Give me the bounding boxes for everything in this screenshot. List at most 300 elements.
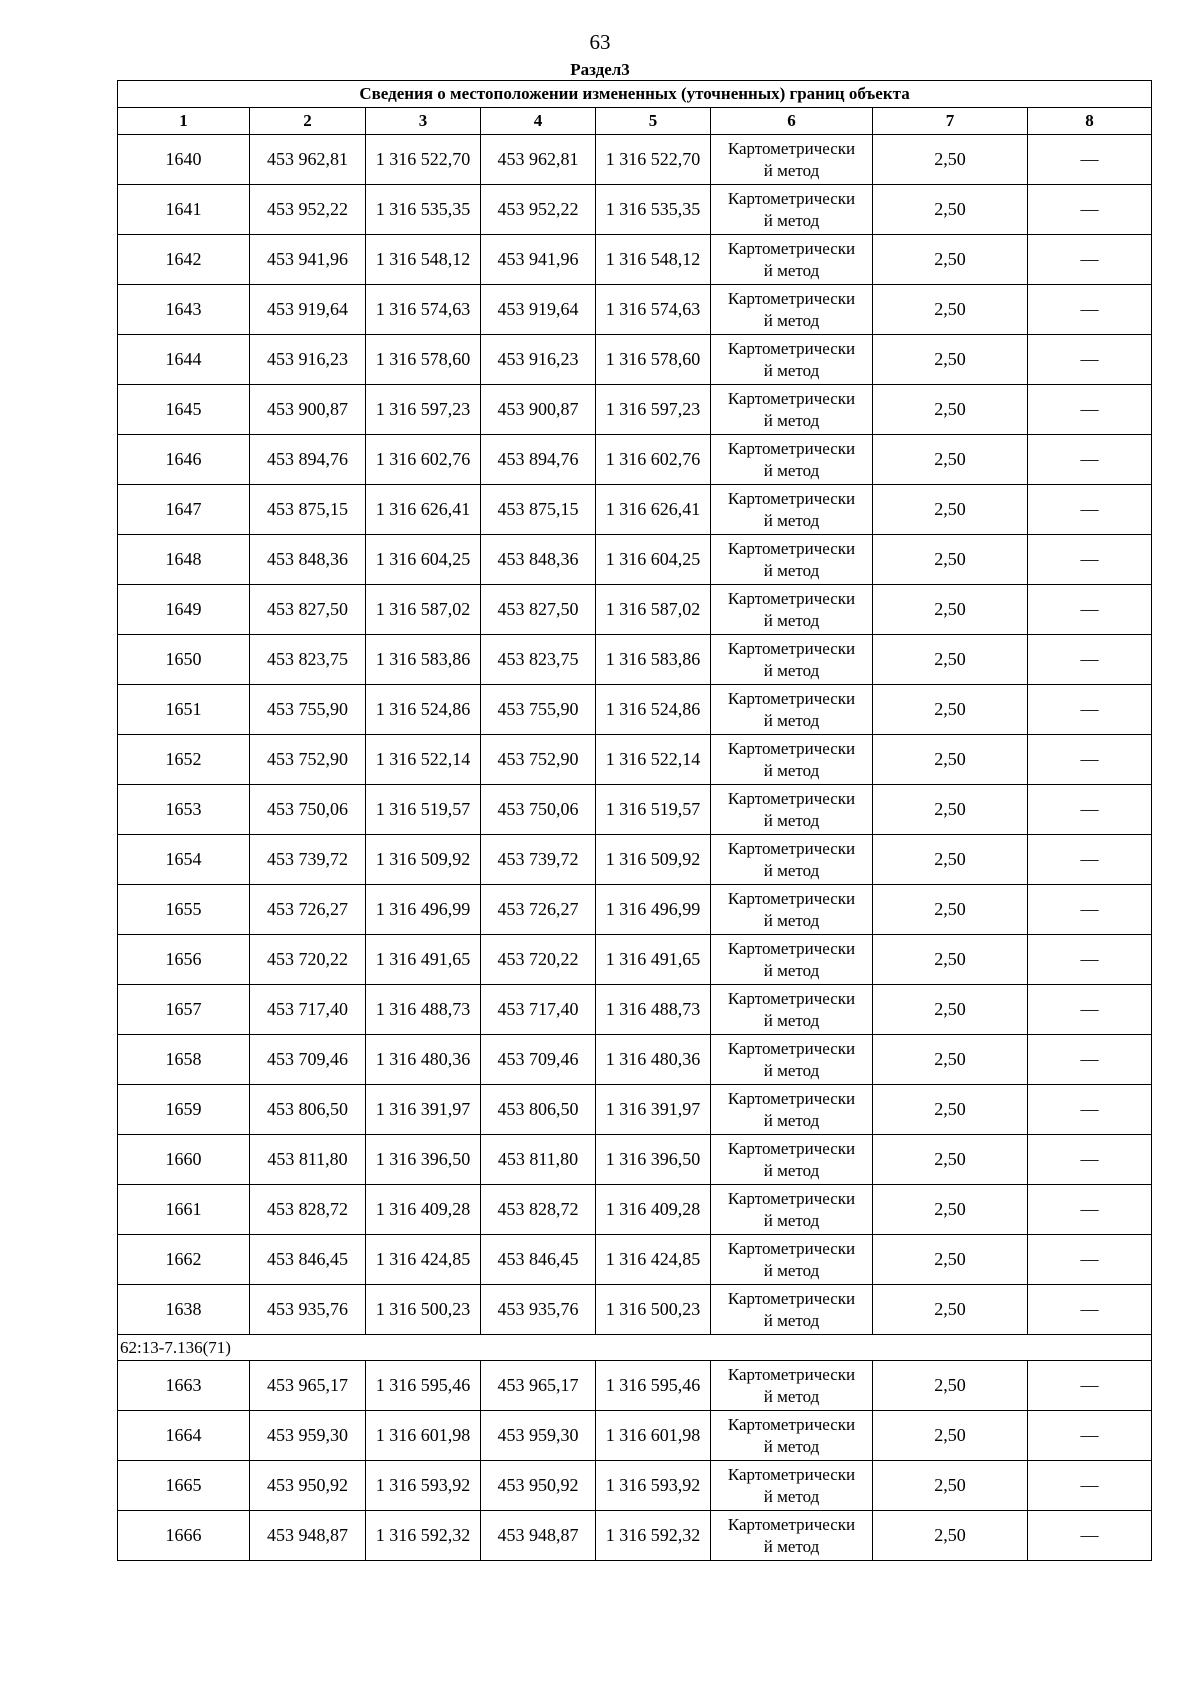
existing-x-cell: 453 894,76 [250,435,366,485]
table-row [118,1461,1152,1511]
existing-y-cell: 1 316 391,97 [366,1085,481,1135]
new-x-cell: 453 965,17 [481,1361,596,1411]
accuracy-cell: 2,50 [873,885,1028,935]
new-y-cell: 1 316 602,76 [596,435,711,485]
existing-x-cell: 453 916,23 [250,335,366,385]
accuracy-cell: 2,50 [873,735,1028,785]
description-cell: — [1028,335,1152,385]
existing-x-cell: 453 806,50 [250,1085,366,1135]
method-line: Картометрически [727,1238,856,1258]
method-line: й метод [763,260,820,280]
accuracy-cell: 2,50 [873,485,1028,535]
method-line: Картометрически [727,488,856,508]
new-y-cell: 1 316 409,28 [596,1185,711,1235]
table-row [118,935,1152,985]
new-y-cell: 1 316 583,86 [596,635,711,685]
existing-x-cell: 453 941,96 [250,235,366,285]
point-number-cell: 1655 [118,885,250,935]
method-line: Картометрически [727,1364,856,1384]
existing-y-cell: 1 316 601,98 [366,1411,481,1461]
method-cell [711,1461,873,1511]
new-y-cell: 1 316 578,60 [596,335,711,385]
method-cell [711,885,873,935]
column-number-row [118,108,1152,135]
method-line: Картометрически [727,1464,856,1484]
existing-x-cell: 453 919,64 [250,285,366,335]
new-y-cell: 1 316 491,65 [596,935,711,985]
method-line: й метод [763,910,820,930]
table-row [118,1035,1152,1085]
point-number-cell: 1645 [118,385,250,435]
new-x-cell: 453 950,92 [481,1461,596,1511]
method-line: й метод [763,610,820,630]
new-y-cell: 1 316 604,25 [596,535,711,585]
description-cell: — [1028,185,1152,235]
table-row [118,185,1152,235]
method-cell [711,185,873,235]
method-cell [711,1285,873,1335]
new-y-cell: 1 316 509,92 [596,835,711,885]
method-cell [711,335,873,385]
method-line: й метод [763,510,820,530]
description-cell: — [1028,1411,1152,1461]
method-line: й метод [763,660,820,680]
method-cell [711,535,873,585]
existing-x-cell: 453 709,46 [250,1035,366,1085]
description-cell: — [1028,785,1152,835]
existing-x-cell: 453 717,40 [250,985,366,1035]
table-row [118,785,1152,835]
description-cell: — [1028,985,1152,1035]
new-y-cell: 1 316 488,73 [596,985,711,1035]
existing-y-cell: 1 316 587,02 [366,585,481,635]
table-row [118,1285,1152,1335]
method-cell [711,985,873,1035]
new-y-cell: 1 316 595,46 [596,1361,711,1411]
new-y-cell: 1 316 601,98 [596,1411,711,1461]
table-row [118,635,1152,685]
method-cell [711,1035,873,1085]
new-x-cell: 453 709,46 [481,1035,596,1085]
new-x-cell: 453 935,76 [481,1285,596,1335]
table-row [118,485,1152,535]
point-number-cell: 1638 [118,1285,250,1335]
accuracy-cell: 2,50 [873,685,1028,735]
table-row [118,735,1152,785]
accuracy-cell: 2,50 [873,785,1028,835]
method-cell [711,435,873,485]
new-x-cell: 453 720,22 [481,935,596,985]
existing-x-cell: 453 848,36 [250,535,366,585]
accuracy-cell: 2,50 [873,185,1028,235]
method-line: Картометрически [727,688,856,708]
point-number-cell: 1665 [118,1461,250,1511]
table-row [118,335,1152,385]
point-number-cell: 1662 [118,1235,250,1285]
existing-y-cell: 1 316 592,32 [366,1511,481,1561]
method-line: й метод [763,810,820,830]
existing-y-cell: 1 316 602,76 [366,435,481,485]
point-number-cell: 1652 [118,735,250,785]
method-line: й метод [763,1386,820,1406]
column-number-header: 5 [596,108,711,135]
new-y-cell: 1 316 480,36 [596,1035,711,1085]
new-x-cell: 453 952,22 [481,185,596,235]
existing-y-cell: 1 316 595,46 [366,1361,481,1411]
method-line: й метод [763,960,820,980]
existing-y-cell: 1 316 522,70 [366,135,481,185]
table-row [118,285,1152,335]
existing-x-cell: 453 827,50 [250,585,366,635]
point-number-cell: 1654 [118,835,250,885]
existing-y-cell: 1 316 509,92 [366,835,481,885]
table-row [118,235,1152,285]
table-row [118,535,1152,585]
table-row [118,1235,1152,1285]
table-row [118,585,1152,635]
accuracy-cell: 2,50 [873,1185,1028,1235]
accuracy-cell: 2,50 [873,1235,1028,1285]
method-cell [711,1135,873,1185]
description-cell: — [1028,235,1152,285]
method-line: Картометрически [727,1414,856,1434]
new-y-cell: 1 316 548,12 [596,235,711,285]
accuracy-cell: 2,50 [873,635,1028,685]
method-cell [711,1235,873,1285]
method-line: й метод [763,160,820,180]
existing-x-cell: 453 720,22 [250,935,366,985]
existing-x-cell: 453 739,72 [250,835,366,885]
new-y-cell: 1 316 496,99 [596,885,711,935]
method-cell [711,385,873,435]
point-number-cell: 1661 [118,1185,250,1235]
description-cell: — [1028,635,1152,685]
new-x-cell: 453 811,80 [481,1135,596,1185]
method-line: й метод [763,1010,820,1030]
point-number-cell: 1666 [118,1511,250,1561]
new-x-cell: 453 755,90 [481,685,596,735]
method-line: й метод [763,1486,820,1506]
method-line: Картометрически [727,738,856,758]
existing-x-cell: 453 965,17 [250,1361,366,1411]
method-line: й метод [763,1310,820,1330]
table-row [118,135,1152,185]
method-cell [711,1361,873,1411]
new-y-cell: 1 316 524,86 [596,685,711,735]
point-number-cell: 1646 [118,435,250,485]
table-row [118,985,1152,1035]
method-cell [711,1511,873,1561]
table-row [118,1361,1152,1411]
existing-y-cell: 1 316 519,57 [366,785,481,835]
existing-y-cell: 1 316 491,65 [366,935,481,985]
new-x-cell: 453 959,30 [481,1411,596,1461]
existing-y-cell: 1 316 480,36 [366,1035,481,1085]
method-line: Картометрически [727,888,856,908]
accuracy-cell: 2,50 [873,1411,1028,1461]
existing-y-cell: 1 316 524,86 [366,685,481,735]
method-line: Картометрически [727,1038,856,1058]
description-cell: — [1028,1035,1152,1085]
method-line: й метод [763,1110,820,1130]
description-cell: — [1028,835,1152,885]
point-number-cell: 1659 [118,1085,250,1135]
method-line: Картометрически [727,638,856,658]
accuracy-cell: 2,50 [873,1285,1028,1335]
existing-x-cell: 453 726,27 [250,885,366,935]
new-x-cell: 453 806,50 [481,1085,596,1135]
description-cell: — [1028,485,1152,535]
method-line: й метод [763,1210,820,1230]
table-row [118,835,1152,885]
method-line: Картометрически [727,288,856,308]
method-cell [711,1411,873,1461]
new-x-cell: 453 846,45 [481,1235,596,1285]
new-x-cell: 453 894,76 [481,435,596,485]
contour-label: 62:13-7.136(71) [118,1335,1152,1361]
description-cell: — [1028,885,1152,935]
description-cell: — [1028,1511,1152,1561]
existing-y-cell: 1 316 522,14 [366,735,481,785]
description-cell: — [1028,535,1152,585]
table-row [118,1411,1152,1461]
method-line: й метод [763,860,820,880]
accuracy-cell: 2,50 [873,1085,1028,1135]
accuracy-cell: 2,50 [873,235,1028,285]
method-line: Картометрически [727,1514,856,1534]
description-cell: — [1028,285,1152,335]
new-x-cell: 453 875,15 [481,485,596,535]
new-x-cell: 453 827,50 [481,585,596,635]
point-number-cell: 1651 [118,685,250,735]
method-cell [711,585,873,635]
existing-y-cell: 1 316 574,63 [366,285,481,335]
description-cell: — [1028,1361,1152,1411]
point-number-cell: 1663 [118,1361,250,1411]
method-line: й метод [763,210,820,230]
new-x-cell: 453 726,27 [481,885,596,935]
point-number-cell: 1660 [118,1135,250,1185]
table-row [118,385,1152,435]
method-line: Картометрически [727,538,856,558]
existing-x-cell: 453 962,81 [250,135,366,185]
method-cell [711,285,873,335]
existing-y-cell: 1 316 496,99 [366,885,481,935]
new-x-cell: 453 752,90 [481,735,596,785]
existing-x-cell: 453 823,75 [250,635,366,685]
accuracy-cell: 2,50 [873,385,1028,435]
new-x-cell: 453 739,72 [481,835,596,885]
table-body [118,135,1152,1561]
description-cell: — [1028,685,1152,735]
new-x-cell: 453 823,75 [481,635,596,685]
point-number-cell: 1656 [118,935,250,985]
method-line: Картометрически [727,1088,856,1108]
accuracy-cell: 2,50 [873,285,1028,335]
method-line: Картометрически [727,188,856,208]
accuracy-cell: 2,50 [873,1361,1028,1411]
existing-x-cell: 453 828,72 [250,1185,366,1235]
accuracy-cell: 2,50 [873,335,1028,385]
existing-x-cell: 453 952,22 [250,185,366,235]
method-line: й метод [763,410,820,430]
description-cell: — [1028,1135,1152,1185]
existing-x-cell: 453 846,45 [250,1235,366,1285]
description-cell: — [1028,735,1152,785]
method-line: Картометрически [727,1138,856,1158]
table-row [118,1185,1152,1235]
accuracy-cell: 2,50 [873,435,1028,485]
point-number-cell: 1648 [118,535,250,585]
point-number-cell: 1643 [118,285,250,335]
point-number-cell: 1642 [118,235,250,285]
method-line: Картометрически [727,388,856,408]
accuracy-cell: 2,50 [873,1035,1028,1085]
boundary-table [117,80,1152,1561]
table-row [118,1135,1152,1185]
new-y-cell: 1 316 535,35 [596,185,711,235]
new-x-cell: 453 717,40 [481,985,596,1035]
new-y-cell: 1 316 522,14 [596,735,711,785]
column-number-header: 2 [250,108,366,135]
new-y-cell: 1 316 519,57 [596,785,711,835]
method-line: й метод [763,710,820,730]
accuracy-cell: 2,50 [873,935,1028,985]
existing-x-cell: 453 959,30 [250,1411,366,1461]
new-x-cell: 453 962,81 [481,135,596,185]
existing-y-cell: 1 316 548,12 [366,235,481,285]
method-cell [711,235,873,285]
table-row [118,1511,1152,1561]
point-number-cell: 1649 [118,585,250,635]
existing-y-cell: 1 316 597,23 [366,385,481,435]
point-number-cell: 1650 [118,635,250,685]
table-row [118,685,1152,735]
description-cell: — [1028,585,1152,635]
method-line: й метод [763,1060,820,1080]
existing-x-cell: 453 875,15 [250,485,366,535]
method-line: Картометрически [727,788,856,808]
new-y-cell: 1 316 500,23 [596,1285,711,1335]
method-line: Картометрически [727,138,856,158]
new-y-cell: 1 316 522,70 [596,135,711,185]
existing-x-cell: 453 755,90 [250,685,366,735]
point-number-cell: 1644 [118,335,250,385]
existing-x-cell: 453 948,87 [250,1511,366,1561]
point-number-cell: 1647 [118,485,250,535]
new-x-cell: 453 916,23 [481,335,596,385]
new-y-cell: 1 316 626,41 [596,485,711,535]
accuracy-cell: 2,50 [873,1461,1028,1511]
new-x-cell: 453 941,96 [481,235,596,285]
existing-x-cell: 453 750,06 [250,785,366,835]
method-cell [711,1085,873,1135]
method-line: Картометрически [727,238,856,258]
point-number-cell: 1653 [118,785,250,835]
method-line: й метод [763,1160,820,1180]
point-number-cell: 1657 [118,985,250,1035]
accuracy-cell: 2,50 [873,535,1028,585]
new-y-cell: 1 316 424,85 [596,1235,711,1285]
new-y-cell: 1 316 574,63 [596,285,711,335]
description-cell: — [1028,1235,1152,1285]
method-line: й метод [763,1536,820,1556]
contour-row [118,1335,1152,1361]
method-line: й метод [763,1436,820,1456]
column-number-header: 3 [366,108,481,135]
method-cell [711,835,873,885]
method-line: Картометрически [727,1188,856,1208]
existing-y-cell: 1 316 578,60 [366,335,481,385]
table-row [118,435,1152,485]
existing-x-cell: 453 950,92 [250,1461,366,1511]
page-number: 63 [589,30,611,54]
method-line: й метод [763,460,820,480]
new-y-cell: 1 316 593,92 [596,1461,711,1511]
accuracy-cell: 2,50 [873,135,1028,185]
description-cell: — [1028,1285,1152,1335]
accuracy-cell: 2,50 [873,985,1028,1035]
accuracy-cell: 2,50 [873,1511,1028,1561]
method-line: Картометрически [727,338,856,358]
existing-y-cell: 1 316 488,73 [366,985,481,1035]
accuracy-cell: 2,50 [873,1135,1028,1185]
section-title: Раздел3 [570,60,630,79]
column-number-header: 1 [118,108,250,135]
existing-y-cell: 1 316 535,35 [366,185,481,235]
method-line: й метод [763,1260,820,1280]
method-line: Картометрически [727,438,856,458]
method-cell [711,935,873,985]
method-line: Картометрически [727,838,856,858]
method-cell [711,635,873,685]
table-title: Сведения о местоположении измененных (уточненных) границ объекта [118,81,1152,108]
existing-x-cell: 453 752,90 [250,735,366,785]
method-line: й метод [763,310,820,330]
method-line: й метод [763,360,820,380]
column-number-header: 7 [873,108,1028,135]
method-cell [711,785,873,835]
existing-x-cell: 453 935,76 [250,1285,366,1335]
description-cell: — [1028,935,1152,985]
method-cell [711,735,873,785]
method-cell [711,485,873,535]
accuracy-cell: 2,50 [873,585,1028,635]
existing-x-cell: 453 900,87 [250,385,366,435]
existing-y-cell: 1 316 604,25 [366,535,481,585]
method-line: Картометрически [727,938,856,958]
point-number-cell: 1658 [118,1035,250,1085]
description-cell: — [1028,385,1152,435]
point-number-cell: 1641 [118,185,250,235]
description-cell: — [1028,1461,1152,1511]
new-y-cell: 1 316 391,97 [596,1085,711,1135]
new-x-cell: 453 828,72 [481,1185,596,1235]
table-row [118,885,1152,935]
column-number-header: 8 [1028,108,1152,135]
existing-y-cell: 1 316 500,23 [366,1285,481,1335]
existing-y-cell: 1 316 583,86 [366,635,481,685]
description-cell: — [1028,1185,1152,1235]
method-cell [711,685,873,735]
new-y-cell: 1 316 592,32 [596,1511,711,1561]
description-cell: — [1028,435,1152,485]
method-line: й метод [763,560,820,580]
accuracy-cell: 2,50 [873,835,1028,885]
method-line: Картометрически [727,988,856,1008]
point-number-cell: 1664 [118,1411,250,1461]
method-line: й метод [763,760,820,780]
